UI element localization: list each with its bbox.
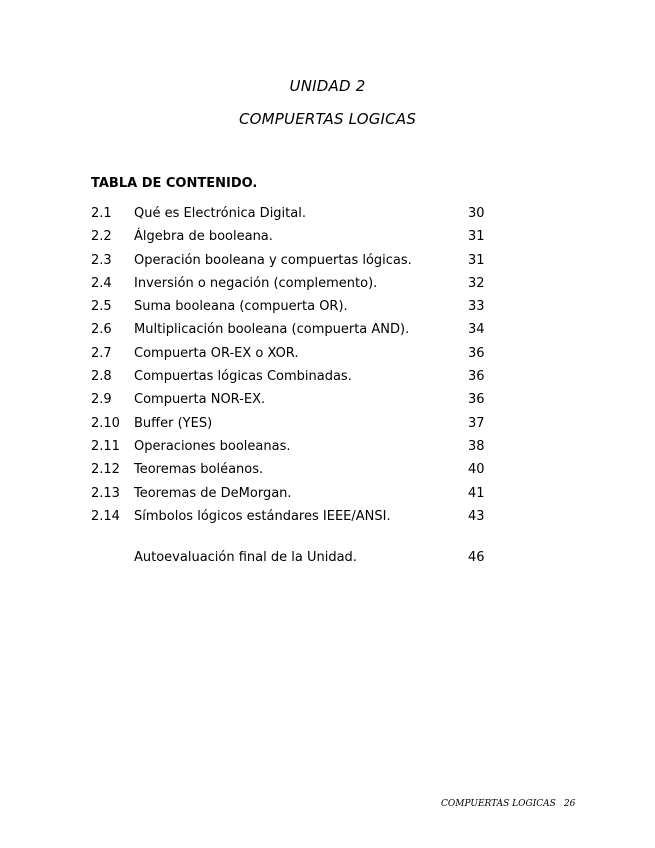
table-of-contents xyxy=(91,205,491,531)
toc-item-page: 33 xyxy=(468,299,485,315)
toc-item-title: Suma booleana (compuerta OR). xyxy=(134,299,348,315)
toc-item-title: Símbolos lógicos estándares IEEE/ANSI. xyxy=(134,508,391,524)
toc-item-number: 2.13 xyxy=(91,485,120,501)
unit-title: UNIDAD 2 xyxy=(289,77,366,95)
toc-item-page: 31 xyxy=(468,252,485,268)
toc-item-title: Operaciones booleanas. xyxy=(134,438,291,454)
toc-item-page: 31 xyxy=(468,229,485,245)
toc-item-number: 2.10 xyxy=(91,415,120,431)
toc-final-page: 46 xyxy=(468,550,485,565)
toc-item-number: 2.2 xyxy=(91,229,112,245)
toc-item xyxy=(91,391,491,414)
toc-item xyxy=(91,205,491,228)
toc-item xyxy=(91,298,491,321)
footer-label: COMPUERTAS LOGICAS xyxy=(441,799,556,809)
toc-item-number: 2.5 xyxy=(91,299,112,315)
footer-page-number: 26 xyxy=(563,799,576,809)
toc-item-number: 2.9 xyxy=(91,392,112,408)
toc-item-title: Inversión o negación (complemento). xyxy=(134,275,378,291)
toc-item-title: Qué es Electrónica Digital. xyxy=(134,206,306,221)
toc-item xyxy=(91,461,491,484)
toc-item xyxy=(91,228,491,251)
toc-item-title: Compuertas lógicas Combinadas. xyxy=(134,369,352,385)
toc-item-page: 34 xyxy=(468,322,485,338)
toc-item-title: Teoremas boléanos. xyxy=(134,462,264,478)
toc-item-number: 2.8 xyxy=(91,369,112,385)
toc-item xyxy=(91,345,491,368)
toc-item-page: 41 xyxy=(468,485,485,501)
toc-item xyxy=(91,368,491,391)
toc-item-page: 40 xyxy=(468,462,485,478)
toc-item-title: Álgebra de booleana. xyxy=(134,229,273,245)
toc-item xyxy=(91,508,491,531)
toc-item xyxy=(91,252,491,275)
toc-item-page: 30 xyxy=(468,206,485,221)
toc-final-title: Autoevaluación final de la Unidad. xyxy=(134,550,357,565)
toc-item-page: 36 xyxy=(468,392,485,408)
toc-item xyxy=(91,438,491,461)
toc-final-item xyxy=(91,549,491,567)
toc-item-number: 2.11 xyxy=(91,438,120,454)
toc-item-number: 2.6 xyxy=(91,322,112,338)
toc-item-number: 2.4 xyxy=(91,275,112,291)
page-footer xyxy=(441,799,575,809)
toc-item xyxy=(91,321,491,344)
toc-heading: TABLA DE CONTENIDO. xyxy=(91,176,258,191)
toc-item-page: 36 xyxy=(468,345,485,361)
toc-item-page: 43 xyxy=(468,508,485,524)
toc-item-number: 2.1 xyxy=(91,206,112,221)
toc-item-number: 2.14 xyxy=(91,508,120,524)
toc-item-number: 2.3 xyxy=(91,252,112,268)
toc-item-title: Operación booleana y compuertas lógicas. xyxy=(134,252,412,268)
toc-item-page: 37 xyxy=(468,415,485,431)
toc-item xyxy=(91,485,491,508)
toc-item xyxy=(91,275,491,298)
toc-item xyxy=(91,415,491,438)
toc-item-title: Multiplicación booleana (compuerta AND). xyxy=(134,322,410,338)
toc-item-number: 2.12 xyxy=(91,462,120,478)
toc-item-title: Compuerta NOR-EX. xyxy=(134,392,266,408)
unit-subject-title: COMPUERTAS LOGICAS xyxy=(238,110,417,128)
toc-item-page: 36 xyxy=(468,369,485,385)
toc-item-page: 32 xyxy=(468,275,485,291)
toc-item-page: 38 xyxy=(468,438,485,454)
toc-item-title: Compuerta OR-EX o XOR. xyxy=(134,345,299,361)
toc-item-number: 2.7 xyxy=(91,345,112,361)
toc-item-title: Buffer (YES) xyxy=(134,415,213,431)
toc-item-title: Teoremas de DeMorgan. xyxy=(134,485,292,501)
